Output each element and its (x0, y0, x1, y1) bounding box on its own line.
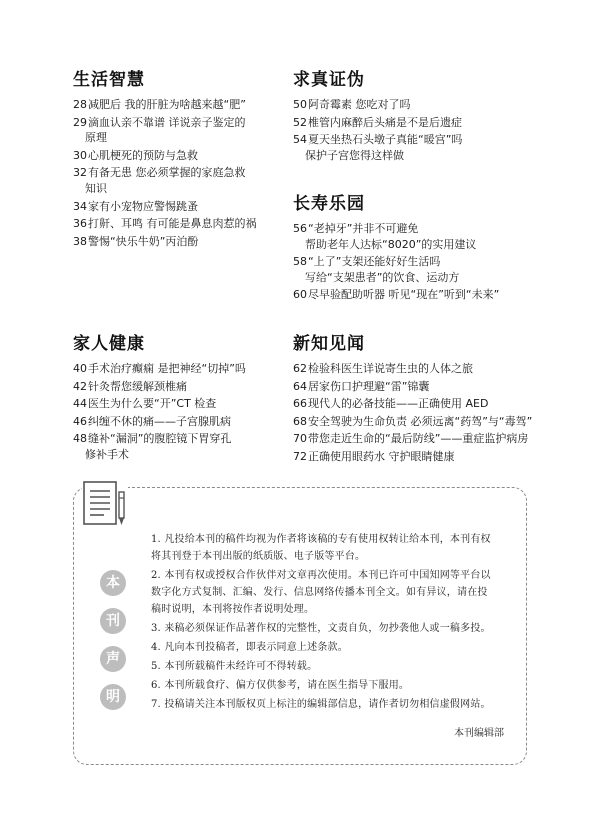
section-title: 求真证伪 (293, 70, 365, 90)
toc-item[interactable]: 56“老掉牙”并非不可避免 帮助老年人达标“8020”的实用建议 (293, 222, 477, 251)
toc-item[interactable]: 34家有小宠物应警惕跳蚤 (73, 199, 198, 213)
section-qiuzhen-zhengwei (293, 70, 563, 165)
notice-item: 6. 本刊所载食疗、偏方仅供参考，请在医生指导下服用。 (151, 680, 410, 691)
toc-item[interactable]: 40手术治疗癫痫 是把神经“切掉”吗 (73, 362, 246, 375)
seal-char: 本 (100, 570, 126, 596)
document-pen-icon (82, 476, 128, 530)
section-jiaren-jiankang (73, 334, 323, 465)
seal-char: 刊 (100, 608, 126, 634)
toc-item[interactable]: 38警惕“快乐牛奶”丙泊酚 (73, 234, 199, 248)
toc-item[interactable]: 54夏天坐热石头墩子真能“暖宫”吗 保护子宫您得这样做 (293, 133, 463, 162)
toc-item[interactable]: 36打鼾、耳鸣 有可能是鼻息肉惹的祸 (73, 217, 257, 231)
toc-item[interactable]: 28减肥后 我的肝脏为啥越来越“肥” (73, 98, 246, 111)
toc-item[interactable]: 42针灸帮您缓解颈椎痛 (73, 379, 187, 393)
notice-list (151, 531, 496, 715)
notice-item: 1. 凡投给本刊的稿件均视为作者将该稿的专有使用权转让给本刊，本刊有权将其刊登于本刊出版的纸质版、电子版等平台。 (151, 534, 491, 562)
section-changshou-leyuan (293, 194, 563, 305)
notice-item: 5. 本刊所载稿件未经许可不得转载。 (151, 661, 318, 672)
toc-item[interactable]: 32有备无患 您必须掌握的家庭急救 知识 (73, 166, 246, 195)
toc-item[interactable]: 62检验科医生详说寄生虫的人体之旅 (293, 362, 473, 375)
notice-item: 2. 本刊有权或授权合作伙伴对文章再次使用。本刊已许可中国知网等平台以数字化方式复制、汇编、发行、信息网络传播本刊全文。如有异议，请在投稿时说明，本刊将按作者说明处理。 (151, 570, 491, 615)
toc-item[interactable]: 64居家伤口护理避“雷”锦囊 (293, 379, 430, 393)
seal-char: 明 (100, 684, 126, 710)
toc-item[interactable]: 70带您走近生命的“最后防线”——重症监护病房 (293, 432, 529, 446)
seal-char: 声 (100, 646, 126, 672)
toc-item[interactable]: 60尽早验配助听器 听见“现在”听到“未来” (293, 288, 500, 302)
section-title: 家人健康 (73, 334, 145, 354)
toc-item[interactable]: 50阿奇霉素 您吃对了吗 (293, 98, 411, 111)
toc-item[interactable]: 48缝补“漏洞”的腹腔镜下胃穿孔 修补手术 (73, 432, 232, 461)
section-shenghuo-zhihui (73, 70, 323, 251)
section-title: 新知见闻 (293, 334, 365, 354)
toc-item[interactable]: 46纠缠不休的痛——子宫腺肌病 (73, 414, 231, 428)
editorial-signature: 本刊编辑部 (454, 728, 504, 739)
notice-item: 4. 凡向本刊投稿者，即表示同意上述条款。 (151, 642, 348, 653)
notice-item: 3. 来稿必须保证作品著作权的完整性，文责自负，勿抄袭他人或一稿多投。 (151, 623, 491, 634)
toc-item[interactable]: 52椎管内麻醉后头痛是不是后遗症 (293, 115, 462, 129)
section-xinzhi-jianwen (293, 334, 573, 467)
section-title: 生活智慧 (73, 70, 145, 90)
copyright-notice-box (73, 487, 527, 765)
toc-item[interactable]: 30心肌梗死的预防与急救 (73, 148, 198, 162)
toc-item[interactable]: 66现代人的必备技能——正确使用 AED (293, 397, 489, 411)
toc-item[interactable]: 58“上了”支架还能好好生活吗 写给“支架患者”的饮食、运动方 (293, 255, 460, 284)
section-title: 长寿乐园 (293, 194, 365, 214)
toc-item[interactable]: 29滴血认亲不靠谱 详说亲子鉴定的 原理 (73, 115, 246, 145)
notice-item: 7. 投稿请关注本刊版权页上标注的编辑部信息，请作者切勿相信虚假网站。 (151, 699, 491, 710)
toc-item[interactable]: 72正确使用眼药水 守护眼睛健康 (293, 449, 455, 463)
toc-item[interactable]: 44医生为什么要“开”CT 检查 (73, 397, 217, 411)
toc-item[interactable]: 68安全驾驶为生命负责 必须远离“药驾”与“毒驾” (293, 414, 533, 428)
